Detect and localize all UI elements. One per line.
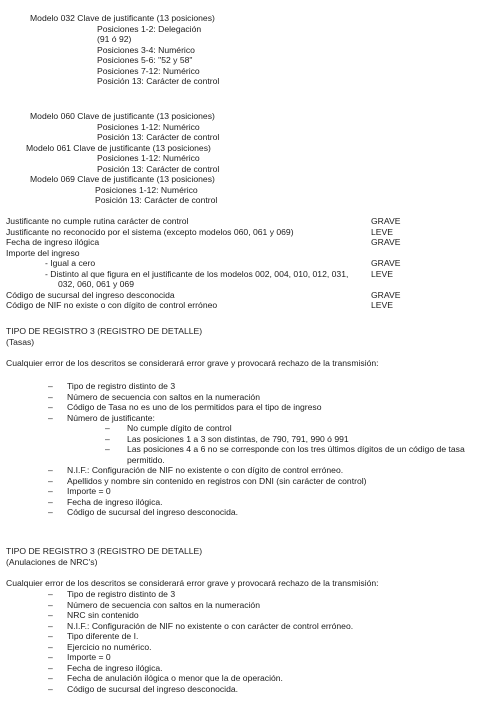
list-dash: – (48, 402, 53, 412)
list-item: Fecha de ingreso ilógica. (67, 662, 163, 673)
list-dash: – (48, 631, 53, 641)
list-dash: – (48, 620, 53, 631)
sub-list-item: Las posiciones 1 a 3 son distintas, de 790, 791, 990 ó 991 (127, 433, 349, 444)
tasas-intro: Cualquier error de los descritos se considerará error grave y provocará rechazo de la transmisión: (6, 357, 379, 368)
list-dash: – (48, 652, 53, 662)
severity-label: GRAVE (371, 216, 401, 226)
list-item: Código de sucursal del ingreso desconocida. (67, 507, 239, 517)
nrc-subheading: (Anulaciones de NRC's) (6, 556, 98, 567)
error-description: Justificante no cumple rutina carácter de control (6, 216, 189, 226)
tasas-heading: TIPO DE REGISTRO 3 (REGISTRO DE DETALLE) (6, 326, 203, 336)
model-line: Posiciones 1-12: Numérico (97, 153, 200, 163)
model-line: Posición 13: Carácter de control (97, 163, 220, 174)
error-description: - Distinto al que figura en el justificante de los modelos 002, 004, 010, 012, 031, (45, 268, 349, 279)
list-item: Importe = 0 (67, 652, 111, 662)
list-dash: – (48, 673, 53, 683)
list-dash: – (48, 662, 53, 673)
list-item: Código de sucursal del ingreso desconocida. (67, 683, 239, 694)
error-description: Código de NIF no existe o con dígito de control erróneo (6, 300, 218, 310)
sub-list-item: Las posiciones 4 a 6 no se corresponde con los tres últimos dígitos de un código de tasa (127, 444, 465, 454)
model-line: Posiciones 1-12: Numérico (95, 184, 198, 195)
severity-label: GRAVE (371, 258, 401, 268)
model-line: Posiciones 3-4: Numérico (97, 44, 195, 55)
model-line: Modelo 061 Clave de justificante (13 posiciones) (26, 142, 211, 153)
list-dash: – (48, 610, 53, 620)
list-item: NRC sin contenido (67, 610, 139, 620)
list-dash: – (48, 507, 53, 517)
severity-label: GRAVE (371, 289, 401, 300)
list-dash: – (48, 391, 53, 402)
list-item: Tipo diferente de I. (67, 631, 139, 641)
list-dash: – (48, 412, 53, 423)
nrc-heading: TIPO DE REGISTRO 3 (REGISTRO DE DETALLE) (6, 546, 203, 556)
sub-list-item: permitido. (127, 454, 165, 465)
list-item: N.I.F.: Configuración de NIF no existente o con carácter de control erróneo. (67, 620, 354, 631)
list-dash: – (48, 486, 53, 496)
sub-list-item: No cumple dígito de control (127, 423, 232, 433)
error-description: Fecha de ingreso ilógica (6, 237, 100, 247)
list-item: Número de secuencia con saltos en la numeración (67, 599, 260, 610)
list-item: Tipo de registro distinto de 3 (67, 381, 176, 391)
list-dash: – (48, 683, 53, 694)
severity-label: LEVE (371, 268, 393, 279)
model-line: Posición 13: Carácter de control (97, 76, 220, 86)
model-line: (91 ó 92) (97, 34, 132, 44)
model-line: Posición 13: Carácter de control (97, 132, 220, 142)
list-dash: – (48, 381, 53, 391)
severity-label: LEVE (371, 300, 393, 310)
list-item: Número de justificante: (67, 412, 155, 423)
list-dash: – (105, 444, 110, 454)
model-line: Posición 13: Carácter de control (95, 195, 218, 205)
list-item: Fecha de ingreso ilógica. (67, 496, 163, 507)
error-description: 032, 060, 061 y 069 (58, 279, 134, 289)
list-item: Código de Tasa no es uno de los permitidos para el tipo de ingreso (67, 402, 322, 412)
model-line: Posiciones 7-12: Numérico (97, 65, 200, 76)
list-item: Importe = 0 (67, 486, 111, 496)
list-dash: – (48, 599, 53, 610)
error-description: Código de sucursal del ingreso desconocida (6, 289, 175, 300)
list-item: Fecha de anulación ilógica o menor que la de operación. (67, 673, 283, 683)
list-dash: – (48, 496, 53, 507)
severity-label: LEVE (371, 226, 393, 237)
nrc-intro: Cualquier error de los descritos se considerará error grave y provocará rechazo de la transmisión: (6, 577, 379, 588)
model-line: Modelo 069 Clave de justificante (13 posiciones) (30, 174, 215, 184)
list-dash: – (48, 475, 53, 486)
model-line: Posiciones 1-2: Delegación (97, 23, 202, 34)
list-dash: – (48, 589, 53, 599)
severity-label: GRAVE (371, 237, 401, 247)
list-dash: – (48, 641, 53, 652)
error-description: Importe del ingreso (6, 247, 80, 258)
list-item: Tipo de registro distinto de 3 (67, 589, 176, 599)
tasas-subheading: (Tasas) (6, 336, 35, 347)
list-dash: – (105, 423, 110, 433)
list-item: Número de secuencia con saltos en la numeración (67, 391, 260, 402)
list-item: N.I.F.: Configuración de NIF no existente o con dígito de control erróneo. (67, 465, 344, 475)
list-item: Apellidos y nombre sin contenido en registros con DNI (sin carácter de control) (67, 475, 367, 486)
list-dash: – (48, 465, 53, 475)
model-line: Posiciones 5-6: "52 y 58" (97, 55, 193, 65)
list-item: Ejercicio no numérico. (67, 641, 152, 652)
error-description: - Igual a cero (45, 258, 96, 268)
model-line: Posiciones 1-12: Numérico (97, 121, 200, 132)
model-line: Modelo 060 Clave de justificante (13 posiciones) (30, 111, 215, 121)
list-dash: – (105, 433, 110, 444)
error-description: Justificante no reconocido por el sistema (excepto modelos 060, 061 y 069) (6, 226, 294, 237)
model-line: Modelo 032 Clave de justificante (13 posiciones) (30, 13, 215, 23)
